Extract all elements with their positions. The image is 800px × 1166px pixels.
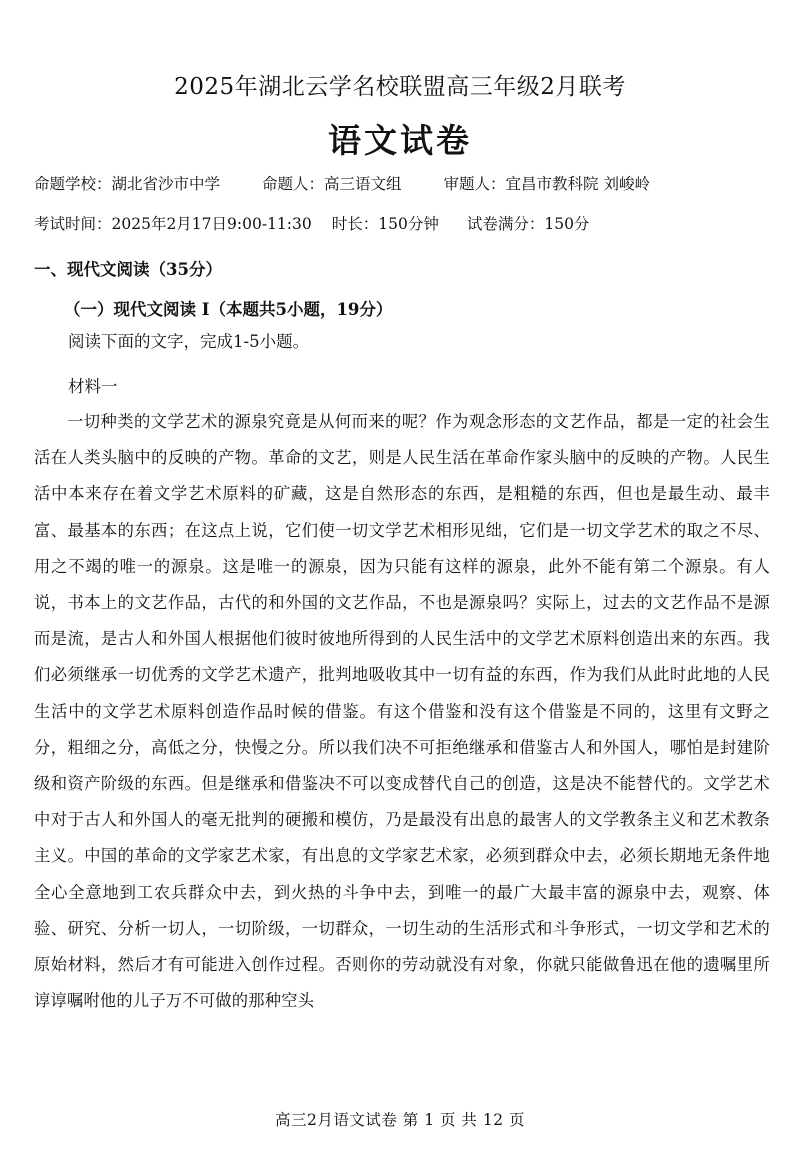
subsection-heading: （一）现代文阅读 I（本题共5小题，19分） <box>64 300 393 319</box>
setting-school: 命题学校：湖北省沙市中学 <box>34 175 221 193</box>
page-footer: 高三2月语文试卷 第 1 页 共 12 页 <box>274 1111 525 1129</box>
exam-time: 考试时间：2025年2月17日9:00-11:30 <box>34 215 312 233</box>
section-heading: 一、现代文阅读（35分） <box>34 260 222 279</box>
subject-title: 语文试卷 <box>328 121 472 160</box>
material-paragraph: 一切种类的文学艺术的源泉究竟是从何而来的呢？作为观念形态的文艺作品，都是一定的社会生活在人类头脑中的反映的产物。革命的文艺，则是人民生活在革命作家头脑中的反映的产物。人民生活中本来存在着文学艺术原料的矿藏，这是自然形态的东西，是粗糙的东西，但也是最生动、最丰富、最基本的东西；在这点上说，它们使一切文学艺术相形见绌，它们是一切文学艺术的取之不尽、用之不竭的唯一的源泉。这是唯一的源泉，因为只能有这样的源泉，此外不能有第二个源泉。有人说，书本上的文艺作品，古代的和外国的文艺作品，不也是源泉吗？实际上，过去的文艺作品不是源而是流，是古人和外国人根据他们彼时彼地所得到的人民生活中的文学艺术原料创造出来的东西。我们必须继承一切优秀的文学艺术遗产，批判地吸收其中一切有益的东西，作为我们从此时此地的人民生活中的文学艺术原料创造作品时候的借鉴。有这个借鉴和没有这个借鉴是不同的，这里有文野之分，粗细之分，高低之分，快慢之分。所以我们决不可拒绝继承和借鉴古人和外国人，哪怕是封建阶级和资产阶级的东西。但是继承和借鉴决不可以变成替代自己的创造，这是决不能替代的。文学艺术中对于古人和外国人的毫无批判的硬搬和模仿，乃是最没有出息的最害人的文学教条主义和艺术教条主义。中国的革命的文学家艺术家，有出息的文学家艺术家，必须到群众中去，必须长期地无条件地全心全意地到工农兵群众中去，到火热的斗争中去，到唯一的最广大最丰富的源泉中去，观察、体验、研究、分析一切人，一切阶级，一切群众，一切生动的生活形式和斗争形式，一切文学和艺术的原始材料，然后才有可能进入创作过程。否则你的劳动就没有对象，你就只能做鲁迅在他的遗嘱里所谆谆嘱咐他的儿子万不可做的那种空头 <box>34 412 770 1011</box>
exam-title: 2025年湖北云学名校联盟高三年级2月联考 <box>174 74 626 100</box>
exam-duration: 时长：150分钟 <box>331 215 439 233</box>
question-setter: 命题人：高三语文组 <box>262 175 402 193</box>
exam-info-line-2 <box>34 212 589 234</box>
full-score: 试卷满分：150分 <box>466 215 590 233</box>
reading-instruction: 阅读下面的文字，完成1-5小题。 <box>68 332 310 351</box>
material-label: 材料一 <box>68 377 118 396</box>
exam-info-line-1 <box>34 172 650 194</box>
reviewer: 审题人：宜昌市教科院 刘峻岭 <box>443 175 650 193</box>
